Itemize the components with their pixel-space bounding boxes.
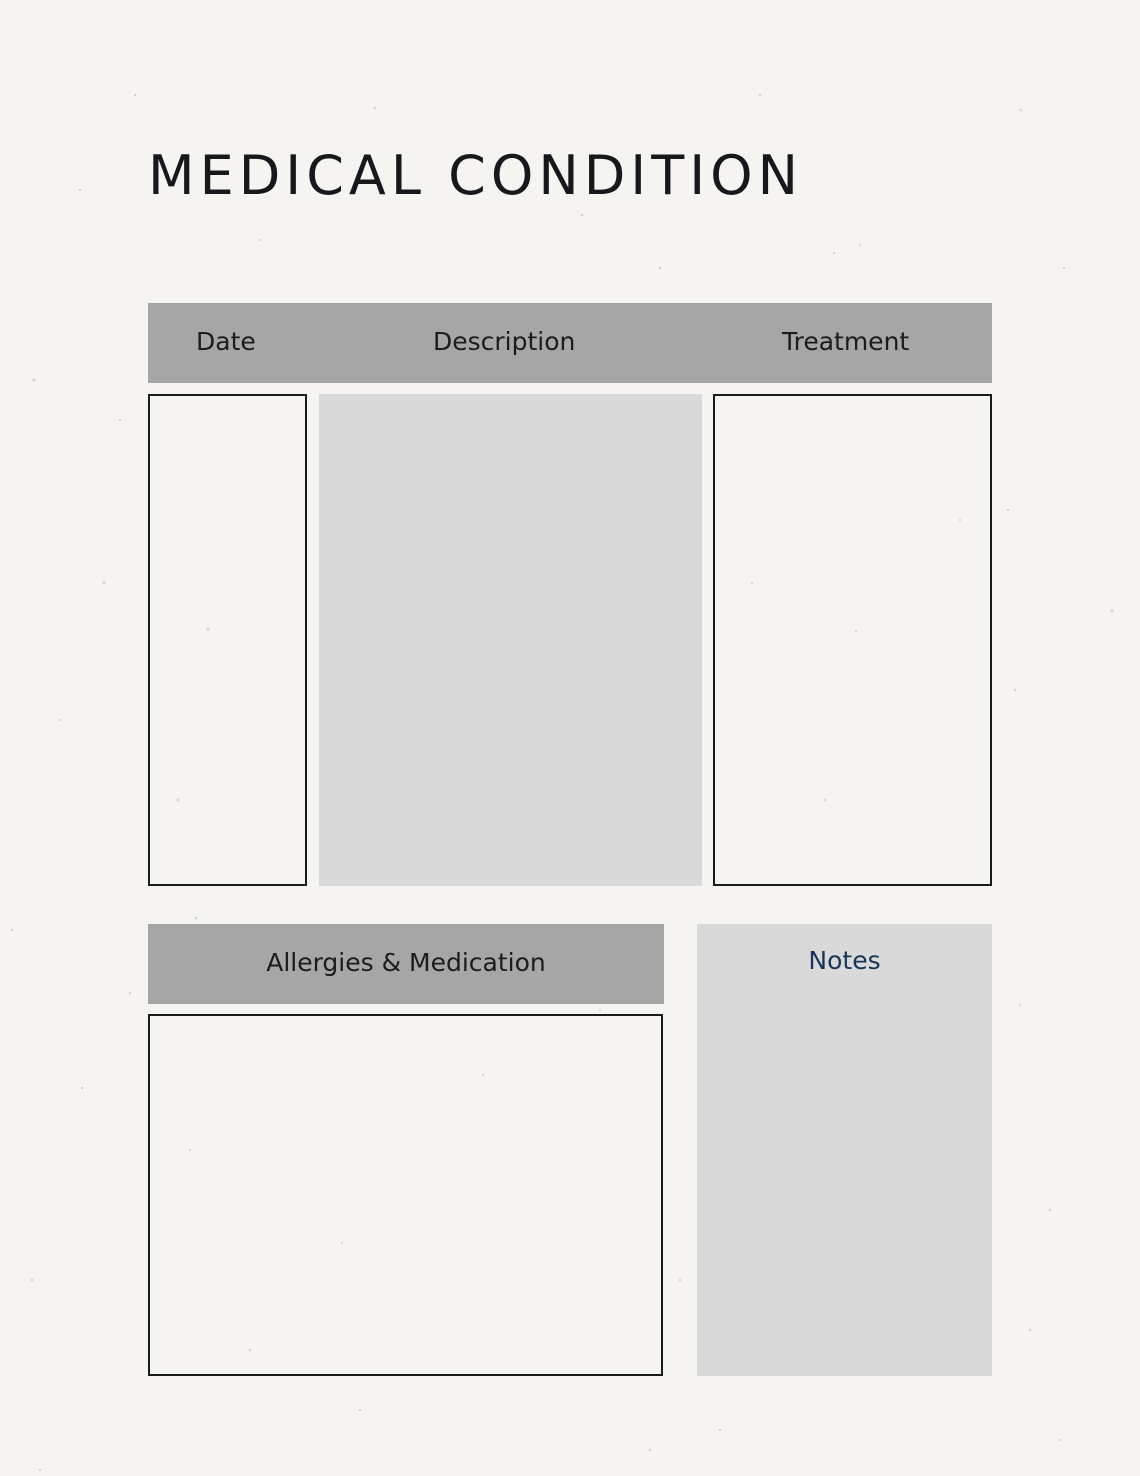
allergies-entry-box[interactable]: [148, 1014, 663, 1376]
date-column-header: Date: [196, 327, 256, 356]
treatment-column-header: Treatment: [782, 327, 910, 356]
allergies-header-label: Allergies & Medication: [266, 948, 546, 977]
treatment-entry-box[interactable]: [713, 394, 992, 886]
date-entry-box[interactable]: [148, 394, 307, 886]
notes-panel[interactable]: [697, 924, 992, 1376]
condition-table-header: [148, 303, 992, 383]
description-entry-box[interactable]: [319, 394, 702, 886]
allergies-header: [148, 924, 664, 1004]
notes-label: Notes: [808, 946, 881, 975]
page-title: MEDICAL CONDITION: [148, 144, 804, 207]
description-column-header: Description: [433, 327, 576, 356]
